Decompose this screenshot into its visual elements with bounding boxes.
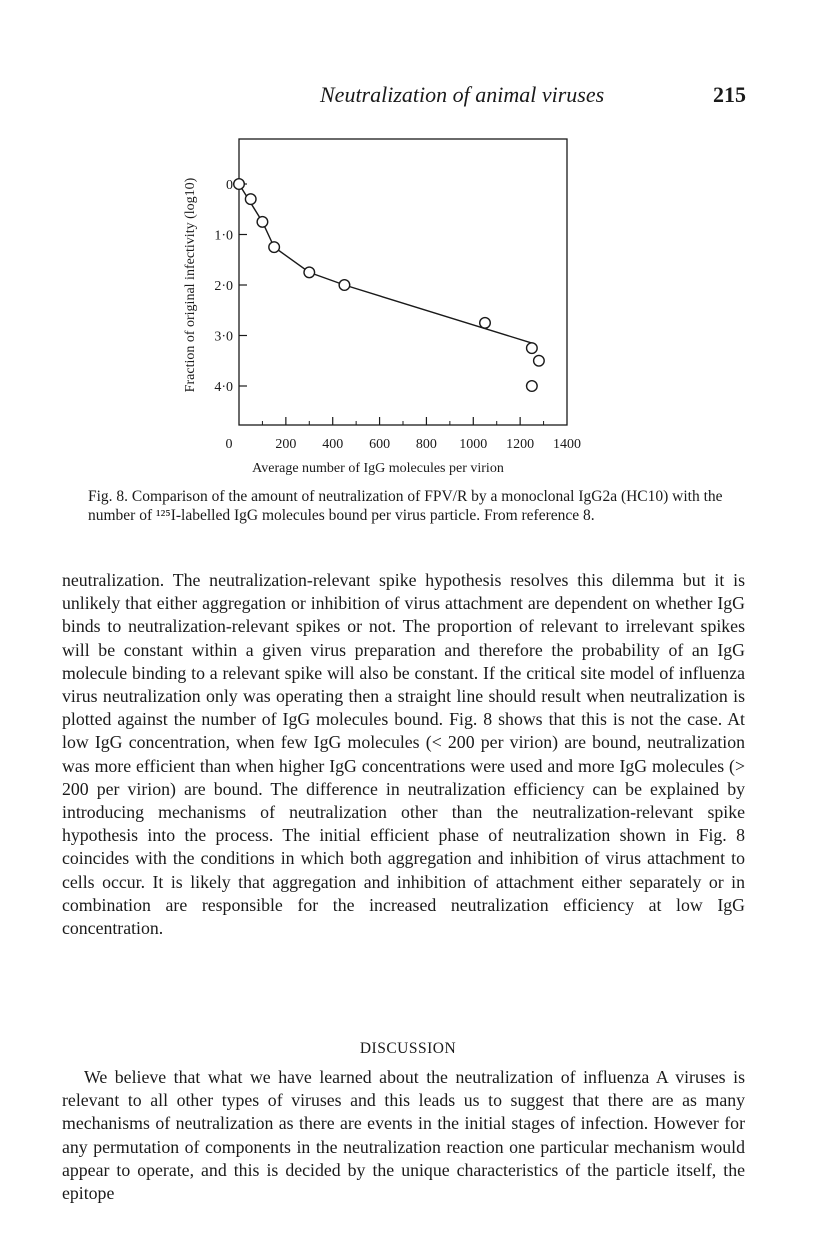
x-tick-label: 1200 — [506, 437, 535, 452]
x-tick-label: 400 — [322, 437, 344, 452]
data-point — [534, 355, 545, 366]
y-tick-label: 4·0 — [214, 380, 233, 395]
page-number: 215 — [713, 82, 746, 107]
plot-frame — [239, 139, 567, 425]
data-point — [339, 280, 350, 291]
data-point — [527, 343, 538, 354]
data-point — [245, 194, 256, 205]
x-tick-label: 1000 — [459, 437, 488, 452]
paragraph-2: We believe that what we have learned about the neutralization of influenza A viruses is relevant to all other types of viruses and this leads us to suggest that there are as many mechanisms of neutralization as there are events in the initial stages of infection. However for any permutation of components in the neutralization reaction one particular mechanism would appear to operate, and this is decided by the unique characteristics of the particle itself, the epitope — [62, 1067, 745, 1204]
y-tick-label: 2·0 — [214, 279, 233, 294]
y-tick-label: 1·0 — [214, 228, 233, 244]
x-tick-label: 200 — [275, 437, 297, 452]
x-tick-label: 1400 — [553, 437, 581, 452]
x-tick-label: 600 — [369, 437, 391, 452]
y-axis-label: Fraction of original infectivity (log10) — [183, 177, 198, 393]
data-point — [234, 179, 245, 190]
data-point — [304, 267, 315, 278]
paragraph-1: neutralization. The neutralization-relevant spike hypothesis resolves this dilemma but it is unlikely that either aggregation or inhibition of virus attachment are dependent on whether IgG binds to neutralization-relevant spikes or not. The proportion of relevant to irrelevant spikes will be constant within a given virus preparation and therefore the probability of an IgG molecule binding to a relevant spike will also be constant. If the critical site model of influenza virus neutralization only was operating then a straight line should result when neutralization is plotted against the number of IgG molecules bound. Fig. 8 shows that this is not the case. At low IgG concentration, when few IgG molecules (< 200 per virion) are bound, neutralization was more efficient than when higher IgG concentrations were used and more IgG molecules (> 200 per virion) are bound. The difference in neutralization efficiency can be explained by introducing mechanisms of neutralization other than the neutralization-relevant spike hypothesis into the process. The initial efficient phase of neutralization shown in Fig. 8 coincides with the conditions in which both aggregation and inhibition of virus attachment to cells occur. It is likely that aggregation and inhibition of attachment either separately or in combination are responsible for the increased neutralization efficiency at low IgG concentration. — [62, 570, 745, 939]
y-ticks — [214, 178, 247, 395]
x-tick-label: 800 — [415, 437, 437, 452]
data-point — [257, 217, 268, 228]
data-point — [480, 318, 491, 329]
figure-8 — [178, 135, 588, 480]
y-tick-label: 3·0 — [214, 329, 233, 345]
y-tick-label: 0 — [226, 178, 233, 193]
chart-svg — [178, 135, 588, 480]
data-point — [269, 242, 280, 253]
data-point — [527, 381, 538, 392]
x-tick-label: 0 — [225, 437, 233, 452]
x-ticks — [226, 417, 582, 452]
section-heading-discussion: DISCUSSION — [359, 1040, 457, 1057]
running-title: Neutralization of animal viruses — [320, 82, 605, 107]
page-header — [62, 82, 752, 112]
x-axis-label: Average number of IgG molecules per virion — [252, 461, 504, 476]
data-points — [234, 179, 544, 392]
figure-caption: Fig. 8. Comparison of the amount of neutralization of FPV/R by a monoclonal IgG2a (HC10) with the number of ¹²⁵I-labelled IgG molecules bound per virus particle. From reference 8. — [88, 488, 723, 524]
